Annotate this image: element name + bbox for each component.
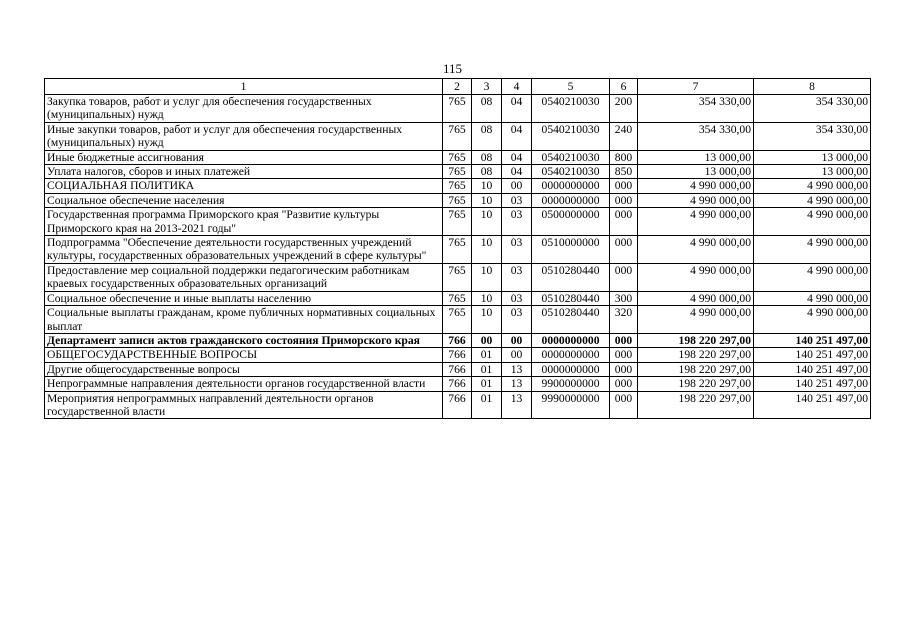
table-row [45, 193, 871, 207]
table-row [45, 377, 871, 391]
subsection-cell: 13 [502, 362, 532, 376]
amount-year2-cell: 4 990 000,00 [754, 263, 871, 291]
target-article-cell: 0000000000 [532, 179, 610, 193]
amount-year2-cell: 140 251 497,00 [754, 348, 871, 362]
page-number: 115 [442, 61, 463, 76]
target-article-cell: 0510280440 [532, 306, 610, 334]
target-article-cell: 0540210030 [532, 165, 610, 179]
expense-type-cell: 000 [610, 377, 638, 391]
amount-year1-cell: 4 990 000,00 [638, 193, 754, 207]
row-name-cell: СОЦИАЛЬНАЯ ПОЛИТИКА [45, 179, 443, 193]
column-header: 1 [45, 79, 443, 95]
target-article-cell: 0510280440 [532, 263, 610, 291]
expense-type-cell: 800 [610, 150, 638, 164]
section-cell: 08 [472, 95, 502, 123]
section-cell: 10 [472, 291, 502, 305]
subsection-cell: 04 [502, 95, 532, 123]
admin-code-cell: 765 [443, 208, 472, 236]
expense-type-cell: 000 [610, 236, 638, 264]
amount-year2-cell: 13 000,00 [754, 165, 871, 179]
admin-code-cell: 766 [443, 362, 472, 376]
section-cell: 01 [472, 362, 502, 376]
column-header: 7 [638, 79, 754, 95]
section-cell: 00 [472, 333, 502, 347]
table-row [45, 150, 871, 164]
target-article-cell: 0540210030 [532, 150, 610, 164]
subsection-cell: 04 [502, 150, 532, 164]
table-row [45, 333, 871, 347]
amount-year2-cell: 140 251 497,00 [754, 391, 871, 419]
amount-year1-cell: 198 220 297,00 [638, 377, 754, 391]
subsection-cell: 03 [502, 193, 532, 207]
column-header: 2 [443, 79, 472, 95]
row-name-cell: Непрограммные направления деятельности органов государственной власти [45, 377, 443, 391]
target-article-cell: 0540210030 [532, 95, 610, 123]
admin-code-cell: 766 [443, 333, 472, 347]
expense-type-cell: 320 [610, 306, 638, 334]
table-row [45, 95, 871, 123]
amount-year1-cell: 4 990 000,00 [638, 179, 754, 193]
column-header: 6 [610, 79, 638, 95]
column-header: 8 [754, 79, 871, 95]
expense-type-cell: 000 [610, 208, 638, 236]
expense-type-cell: 000 [610, 263, 638, 291]
amount-year1-cell: 198 220 297,00 [638, 348, 754, 362]
admin-code-cell: 765 [443, 179, 472, 193]
target-article-cell: 0500000000 [532, 208, 610, 236]
table-row [45, 391, 871, 419]
target-article-cell: 0000000000 [532, 362, 610, 376]
expense-type-cell: 200 [610, 95, 638, 123]
section-cell: 08 [472, 122, 502, 150]
amount-year1-cell: 13 000,00 [638, 150, 754, 164]
admin-code-cell: 765 [443, 95, 472, 123]
amount-year2-cell: 354 330,00 [754, 95, 871, 123]
expense-type-cell: 000 [610, 179, 638, 193]
admin-code-cell: 765 [443, 263, 472, 291]
section-cell: 10 [472, 263, 502, 291]
row-name-cell: Департамент записи актов гражданского состояния Приморского края [45, 333, 443, 347]
target-article-cell: 9900000000 [532, 377, 610, 391]
amount-year1-cell: 13 000,00 [638, 165, 754, 179]
row-name-cell: Социальное обеспечение и иные выплаты населению [45, 291, 443, 305]
row-name-cell: Государственная программа Приморского края "Развитие культуры Приморского края на 2013-2021 годы" [45, 208, 443, 236]
table-row [45, 179, 871, 193]
amount-year2-cell: 140 251 497,00 [754, 362, 871, 376]
section-cell: 08 [472, 150, 502, 164]
expense-type-cell: 240 [610, 122, 638, 150]
admin-code-cell: 765 [443, 291, 472, 305]
amount-year2-cell: 4 990 000,00 [754, 306, 871, 334]
subsection-cell: 00 [502, 179, 532, 193]
table-row [45, 208, 871, 236]
target-article-cell: 9990000000 [532, 391, 610, 419]
row-name-cell: Социальные выплаты гражданам, кроме публичных нормативных социальных выплат [45, 306, 443, 334]
amount-year1-cell: 198 220 297,00 [638, 362, 754, 376]
subsection-cell: 13 [502, 377, 532, 391]
row-name-cell: ОБЩЕГОСУДАРСТВЕННЫЕ ВОПРОСЫ [45, 348, 443, 362]
amount-year1-cell: 4 990 000,00 [638, 306, 754, 334]
subsection-cell: 13 [502, 391, 532, 419]
section-cell: 01 [472, 377, 502, 391]
section-cell: 01 [472, 391, 502, 419]
table-row [45, 122, 871, 150]
target-article-cell: 0000000000 [532, 333, 610, 347]
section-cell: 10 [472, 208, 502, 236]
subsection-cell: 04 [502, 122, 532, 150]
target-article-cell: 0510000000 [532, 236, 610, 264]
table-row [45, 165, 871, 179]
admin-code-cell: 765 [443, 236, 472, 264]
amount-year1-cell: 4 990 000,00 [638, 236, 754, 264]
amount-year1-cell: 4 990 000,00 [638, 263, 754, 291]
admin-code-cell: 765 [443, 122, 472, 150]
expense-type-cell: 000 [610, 362, 638, 376]
admin-code-cell: 766 [443, 377, 472, 391]
amount-year1-cell: 4 990 000,00 [638, 208, 754, 236]
admin-code-cell: 766 [443, 391, 472, 419]
amount-year2-cell: 4 990 000,00 [754, 291, 871, 305]
table-row [45, 348, 871, 362]
subsection-cell: 03 [502, 306, 532, 334]
row-name-cell: Уплата налогов, сборов и иных платежей [45, 165, 443, 179]
subsection-cell: 03 [502, 263, 532, 291]
subsection-cell: 04 [502, 165, 532, 179]
row-name-cell: Предоставление мер социальной поддержки педагогическим работникам краевых государственных образовательных организаций [45, 263, 443, 291]
column-header: 5 [532, 79, 610, 95]
section-cell: 10 [472, 179, 502, 193]
admin-code-cell: 766 [443, 348, 472, 362]
subsection-cell: 03 [502, 291, 532, 305]
expense-type-cell: 000 [610, 348, 638, 362]
target-article-cell: 0000000000 [532, 348, 610, 362]
column-header: 4 [502, 79, 532, 95]
amount-year1-cell: 354 330,00 [638, 95, 754, 123]
subsection-cell: 00 [502, 348, 532, 362]
section-cell: 01 [472, 348, 502, 362]
table-row [45, 306, 871, 334]
subsection-cell: 03 [502, 236, 532, 264]
amount-year2-cell: 354 330,00 [754, 122, 871, 150]
amount-year1-cell: 354 330,00 [638, 122, 754, 150]
section-cell: 10 [472, 306, 502, 334]
row-name-cell: Другие общегосударственные вопросы [45, 362, 443, 376]
admin-code-cell: 765 [443, 193, 472, 207]
expense-type-cell: 000 [610, 391, 638, 419]
table-row [45, 236, 871, 264]
header-row [45, 79, 871, 95]
budget-table [44, 78, 871, 419]
expense-type-cell: 000 [610, 193, 638, 207]
expense-type-cell: 000 [610, 333, 638, 347]
row-name-cell: Мероприятия непрограммных направлений деятельности органов государственной власти [45, 391, 443, 419]
amount-year2-cell: 13 000,00 [754, 150, 871, 164]
subsection-cell: 03 [502, 208, 532, 236]
table-row [45, 263, 871, 291]
section-cell: 10 [472, 236, 502, 264]
row-name-cell: Закупка товаров, работ и услуг для обеспечения государственных (муниципальных) нужд [45, 95, 443, 123]
section-cell: 10 [472, 193, 502, 207]
admin-code-cell: 765 [443, 165, 472, 179]
admin-code-cell: 765 [443, 306, 472, 334]
column-header: 3 [472, 79, 502, 95]
row-name-cell: Иные бюджетные ассигнования [45, 150, 443, 164]
table-row [45, 291, 871, 305]
amount-year1-cell: 198 220 297,00 [638, 333, 754, 347]
target-article-cell: 0510280440 [532, 291, 610, 305]
amount-year2-cell: 140 251 497,00 [754, 377, 871, 391]
subsection-cell: 00 [502, 333, 532, 347]
table-row [45, 362, 871, 376]
target-article-cell: 0540210030 [532, 122, 610, 150]
amount-year1-cell: 4 990 000,00 [638, 291, 754, 305]
target-article-cell: 0000000000 [532, 193, 610, 207]
row-name-cell: Иные закупки товаров, работ и услуг для обеспечения государственных (муниципальных) нужд [45, 122, 443, 150]
amount-year2-cell: 4 990 000,00 [754, 236, 871, 264]
admin-code-cell: 765 [443, 150, 472, 164]
row-name-cell: Социальное обеспечение населения [45, 193, 443, 207]
amount-year1-cell: 198 220 297,00 [638, 391, 754, 419]
expense-type-cell: 850 [610, 165, 638, 179]
amount-year2-cell: 140 251 497,00 [754, 333, 871, 347]
amount-year2-cell: 4 990 000,00 [754, 193, 871, 207]
expense-type-cell: 300 [610, 291, 638, 305]
row-name-cell: Подпрограмма "Обеспечение деятельности государственных учреждений культуры, государственных образовательных учреждений в сфере культуры" [45, 236, 443, 264]
amount-year2-cell: 4 990 000,00 [754, 208, 871, 236]
amount-year2-cell: 4 990 000,00 [754, 179, 871, 193]
section-cell: 08 [472, 165, 502, 179]
